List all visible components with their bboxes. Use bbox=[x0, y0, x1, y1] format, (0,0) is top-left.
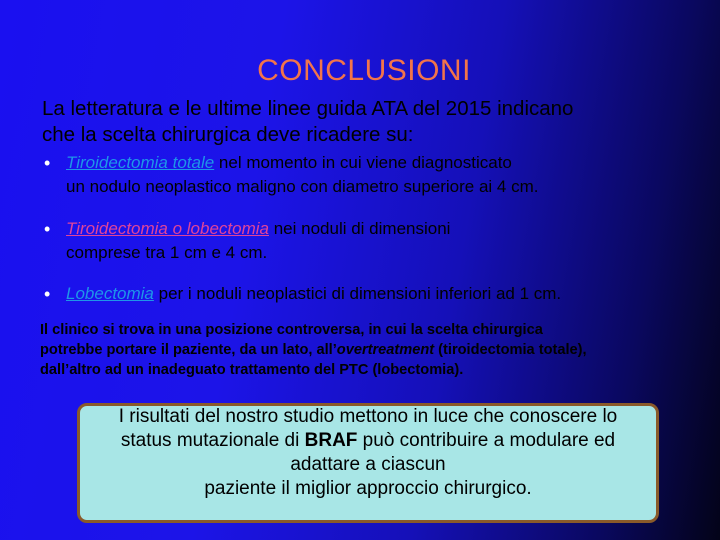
callout-line-3: adattare a ciascun bbox=[290, 454, 446, 475]
paragraph-line-2: potrebbe portare il paziente, da un lato, all’overtreatment (tiroidectomia totale), bbox=[40, 342, 587, 358]
bullet-keyword: Lobectomia bbox=[66, 284, 154, 303]
callout-line-4: paziente il miglior approccio chirurgico. bbox=[204, 478, 532, 499]
bullet-text: nei noduli di dimensioni bbox=[269, 219, 451, 238]
slide-title: CONCLUSIONI bbox=[257, 54, 471, 87]
bullet-dot-icon: • bbox=[44, 153, 51, 173]
bullet-thyroidectomy-or-lobectomy bbox=[44, 217, 694, 265]
callout-text bbox=[64, 405, 672, 501]
bullet-text: per i noduli neoplastici di dimensioni inferiori ad 1 cm. bbox=[153, 284, 562, 303]
intro-line-2: che la scelta chirurgica deve ricadere su: bbox=[42, 123, 414, 146]
paragraph-line-1: Il clinico si trova in una posizione controversa, in cui la scelta chirurgica bbox=[40, 322, 543, 338]
overtreatment-term: overtreatment bbox=[336, 342, 435, 358]
bullet-lobectomy bbox=[44, 282, 694, 306]
intro-line-1: La letteratura e le ultime linee guida ATA del 2015 indicano bbox=[42, 97, 574, 120]
bullet-keyword: Tiroidectomia totale bbox=[66, 153, 215, 172]
bullet-dot-icon: • bbox=[44, 284, 51, 304]
bullet-text-line-2: un nodulo neoplastico maligno con diametro superiore ai 4 cm. bbox=[66, 177, 539, 196]
bullet-text: nel momento in cui viene diagnosticato bbox=[214, 153, 512, 172]
bullet-text-line-2: comprese tra 1 cm e 4 cm. bbox=[66, 243, 268, 262]
bullet-dot-icon: • bbox=[44, 219, 51, 239]
bullet-keyword: Tiroidectomia o lobectomia bbox=[66, 219, 269, 238]
intro-text bbox=[42, 96, 702, 148]
callout-line-2: status mutazionale di BRAF può contribuire a modulare ed bbox=[120, 430, 616, 451]
braf-term: BRAF bbox=[304, 430, 358, 451]
paragraph-line-3: dall’altro ad un inadeguato trattamento del PTC (lobectomia). bbox=[40, 362, 464, 378]
bullet-total-thyroidectomy bbox=[44, 151, 694, 199]
clinical-paragraph bbox=[40, 320, 700, 380]
callout-line-1: I risultati del nostro studio mettono in luce che conoscere lo bbox=[118, 406, 618, 427]
